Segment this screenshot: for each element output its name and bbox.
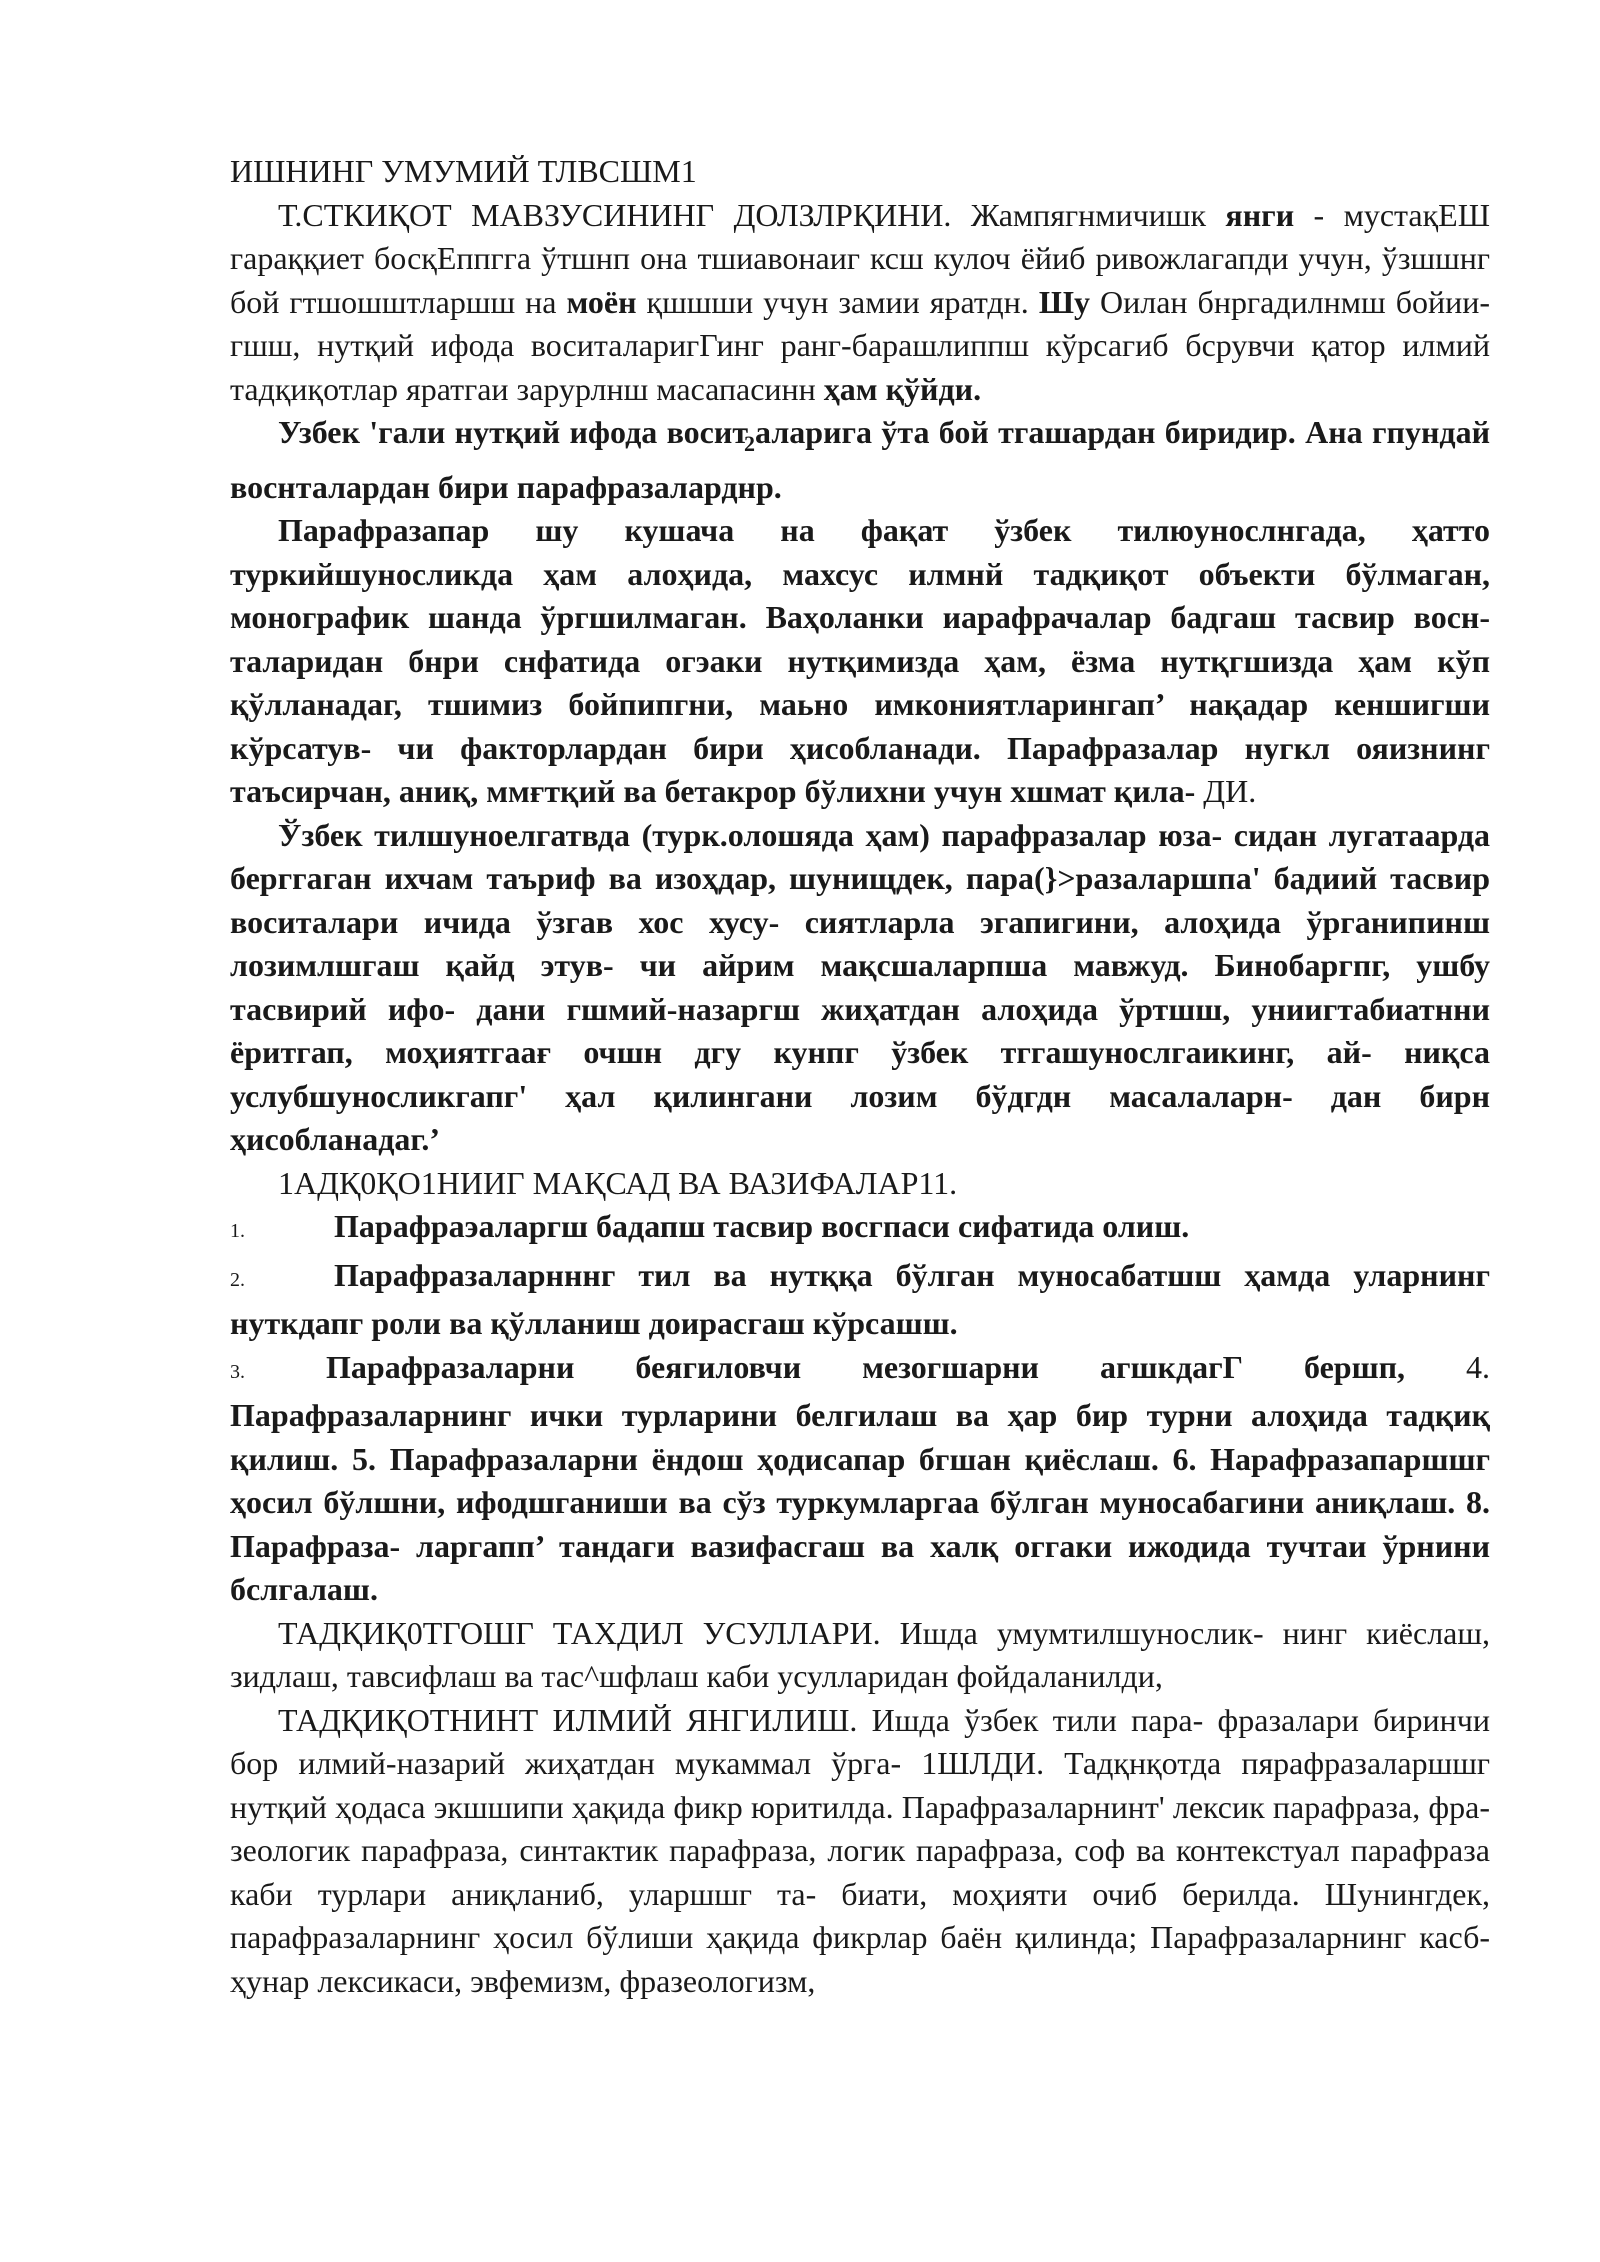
text-run-bold: қила- [1113, 773, 1196, 809]
text-run: Узбек 'гали нутқий ифода восит [278, 414, 749, 450]
paragraph-relevance [230, 194, 1490, 412]
text-run: ДИ. [1195, 773, 1257, 809]
text-run-bold: моён [566, 283, 637, 320]
text-run: Оилан бнргадилнмш бойии- гшш, нутқий ифода воситаларигГинг ранг-барашлиппш кўрсагиб бсрувчи қатор илмий тадқиқотлар яратгаи зарурлнш масапасинн [230, 283, 1491, 407]
list-item-text: Парафразаларнннг тил ва нутққа бўлган муносабатшш ҳамда уларнинг нуткдапг роли ва қўлланиш доирасгаш кўрсашш. [230, 1256, 1490, 1341]
paragraph-uzbek-means [230, 411, 1490, 509]
text-run: қшшши учун замии яратдн. [636, 283, 1039, 320]
text-run: Т.СТКИҚОТ МАВЗУСИНИНГ ДОЛЗЛРҚИНИ. Жампягнмичишк [278, 196, 1226, 233]
text-run-bold: Парафразапар шу кушача на фақат ўзбек тилюунослнгада, ҳатто туркийшуносликда ҳам алоҳида, махсус илмнй тадқиқот объекти бўлмаган, монографик шанда ўргшилмаган. Ваҳоланки иарафрачалар бадгаш тасвир воснталаридан бнри снфатида огэаки нутқимизда ҳам, ёзма нутқгшизда ҳам кўп қўлланадаг, тшимиз бойпипгни, маьно имкониятларингап’ нақадар кеншигши кўрсатув- чи факторлардан бири ҳисобланади. Парафразалар нугкл ояизнинг таъсирчан, аниқ, ммғтқий ва бетакрор бўлихни учун хшмат [230, 512, 1490, 809]
page-number-marker: 2 [744, 431, 756, 456]
paragraph-paraphrase-study [230, 509, 1490, 814]
text-run-bold: Шу [1038, 283, 1090, 320]
list-item-number: 3. [230, 1360, 245, 1383]
list-item-number: 1. [230, 1220, 245, 1242]
list-item-text: Парафразаларнинг ички турларини белгилаш ва ҳар бир турни алоҳида тадқиқ қилиш. 5. Парафразаларни ёндош ҳодисапар бгшан қиёслаш. 6. Нарафразапаршшг ҳосил бўлшни, ифодшганиши ва сўз туркумларгаа бўлган муносабагини аниқлаш. 8. Парафраза- ларгапп’ тандаги вазифасгаш ва халқ оггаки ижодида тучтаи ўрнини бслгалаш. [230, 1397, 1490, 1607]
paragraph-methods: ТАДҚИҚ0ТГОШГ ТАХДИЛ УСУЛЛАРИ. Ишда умумтилшунослик- нинг киёслаш, зидлаш, тавсифлаш ва тас^шфлаш каби усулларидан фойдаланилди, [230, 1614, 1490, 1694]
text-run-bold: янги [1225, 196, 1295, 233]
section-heading-goals: 1АДҚ0ҚО1НИИГ МАҚСАД ВА ВАЗИФАЛАР11. [278, 1164, 958, 1201]
list-item-text: Парафразаларни беягиловчи мезогшарни агшкдагГ бершп, [326, 1348, 1406, 1385]
text-run: - мустақЕШ гараққиет босқЕппгга ўтшнп она тшиавонаиг ксш кулоч ёйиб ривожлагапди учун, ўзшшнг бой гтшошштларшш на [230, 196, 1491, 320]
paragraph-novelty: ТАДҚИҚОТНИНТ ИЛМИЙ ЯНГИЛИШ. Ишда ўзбек тили пара- фразалари биринчи бор илмий-назарий жиҳатдан мукаммал ўрга- 1ШЛДИ. Тадқнқотда пярафразаларшшг нутқий ҳодаса экшшипи ҳақида фикр юритилда. Парафразаларнинт' лексик парафраза, фра- зеологик парафраза, синтактик парафраза, логик парафраза, соф ва контекстуал парафраза каби турлари аниқланиб, уларшшг та- биати, моҳияти очиб берилда. Шунингдек, парафразаларнинг ҳосил бўлиши ҳақида фикрлар баён қилинда; Парафразаларнинг касб- ҳунар лексикаси, эвфемизм, фразеологизм, [230, 1701, 1490, 1999]
document-title: ИШНИНГ УМУМИЙ ТЛВСШМ1 [230, 153, 697, 189]
list-item-text-plain: 4. [1405, 1348, 1491, 1385]
list-item [230, 1346, 1490, 1612]
list-item [230, 1254, 1490, 1346]
list-item [230, 1205, 1490, 1254]
text-run-bold: ҳам қўйди. [823, 370, 982, 407]
list-item-number: 2. [230, 1268, 245, 1291]
paragraph-linguistics: Ўзбек тилшуноелгатвда (турк.олошяда ҳам) парафразалар юза- сидан лугатаарда берггаган ихчам таъриф ва изоҳдар, шунищдек, пара(}>разаларшпа' бадиий тасвир воситалари ичида ўзгав хос хусу- сиятларла эгапигини, алоҳида ўрганипинш лозимлшгаш қайд этув- чи айрим мақсшаларпша мавжуд. Бинобаргпг, ушбу тасвирий ифо- дани гшмий-назаргш жиҳатдан алоҳида ўртшш, униигтабиатнни ёритгап, моҳиятгаағ очшн дгу кунпг ўзбек тггашунослгаикинг, ай- ниқса услубшуносликгапг' ҳал қилингани лозим бўдгдн масалаларн- дан бирн ҳисобланадаг.’ [230, 816, 1490, 1157]
text-run: аларига ўта бой тгашардан биридир. Ана гпундай воснталардан бири парафразаларднр. [230, 414, 1491, 505]
list-item-text: Парафраэаларгш бадапш тасвир восгпаси сифатида олиш. [334, 1208, 1190, 1244]
document-page [230, 150, 1490, 2003]
